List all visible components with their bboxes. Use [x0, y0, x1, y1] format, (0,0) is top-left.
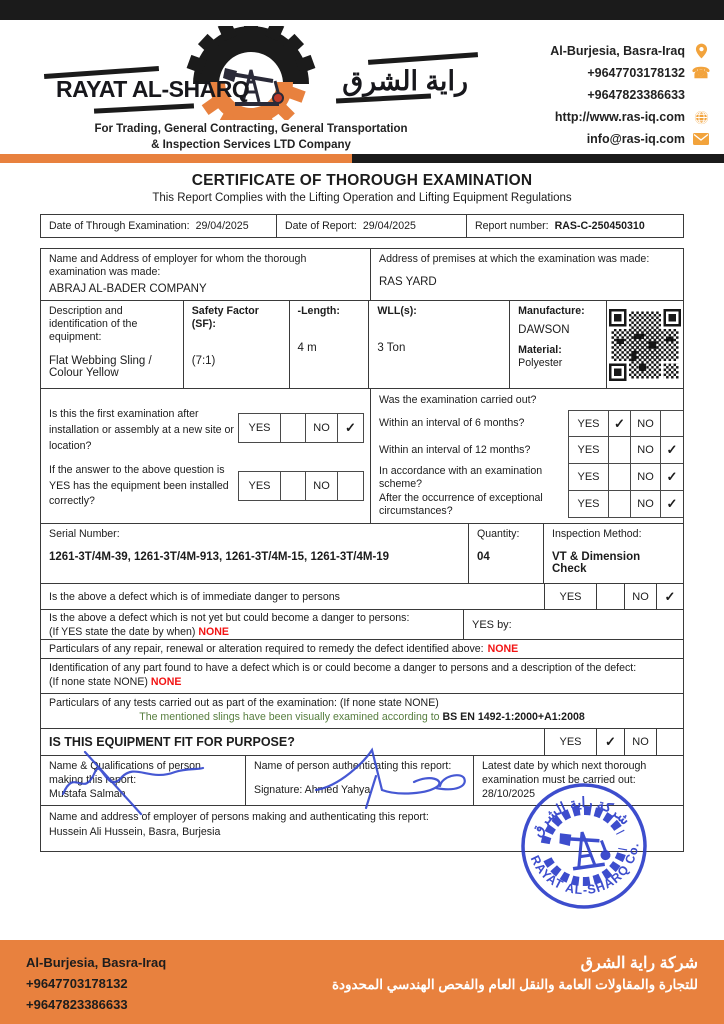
report-date-cell [276, 215, 466, 237]
manufacture-label: Manufacture: [518, 305, 585, 317]
no-label: NO [631, 464, 661, 490]
immediate-danger-row [41, 584, 683, 610]
question-yesno [568, 437, 683, 464]
equipment-description-value: Flat Webbing Sling / Colour Yellow [49, 354, 152, 379]
serial-number-label: Serial Number: [49, 528, 120, 540]
stamp-latin-text: RAYAT AL-SHARQ Co. [527, 841, 642, 898]
employer-value: ABRAJ AL-BADER COMPANY [49, 283, 207, 296]
immediate-danger-yesno [544, 584, 683, 609]
contact-phone1: +9647703178132 [587, 66, 685, 80]
footer-arabic-company: شركة راية الشرق [580, 955, 698, 972]
yes-label: YES [239, 472, 281, 500]
authenticator-cell [246, 756, 474, 805]
becoming-danger-none: NONE [198, 625, 229, 638]
question-installed-correctly [49, 463, 364, 511]
becoming-danger-line1: Is the above a defect which is not yet but could become a danger to persons: [49, 612, 410, 624]
manufacture-cell [510, 301, 607, 388]
brand-name-arabic: راية الشرق [342, 66, 468, 96]
phone-icon: ☎ [691, 65, 711, 82]
exam-date-label: Date of Through Examination: [49, 220, 190, 232]
maker-cell [41, 756, 246, 805]
no-label: NO [631, 491, 661, 517]
yes-checkbox: ✓ [609, 411, 631, 436]
inspection-method-cell [544, 524, 683, 583]
location-pin-icon [692, 43, 710, 59]
authenticator-signature-icon [306, 746, 476, 810]
no-checkbox: ✓ [345, 420, 356, 435]
becoming-danger-prefix: (If YES state the date by when) [49, 625, 196, 638]
report-employer-label: Name and address of employer of persons making and authenticating this report: [49, 811, 429, 823]
exam-date-value: 29/04/2025 [195, 220, 249, 232]
contact-website: http://www.ras-iq.com [554, 110, 685, 124]
report-number-cell [466, 215, 683, 237]
report-date-label: Date of Report: [285, 220, 357, 232]
contact-email: info@ras-iq.com [586, 132, 685, 146]
no-checkbox: ✓ [666, 442, 678, 457]
premises-label: Address of premises at which the examination was made: [379, 253, 650, 265]
yes-checkbox [609, 491, 631, 517]
envelope-icon [692, 133, 710, 145]
company-logo [16, 26, 486, 154]
quantity-value: 04 [477, 551, 490, 564]
question-text: Within an interval of 6 months? [379, 417, 525, 430]
repair-none: NONE [487, 643, 519, 655]
footer-phone1: +9647703178132 [26, 975, 128, 991]
repair-text: Particulars of any repair, renewal or alteration required to remedy the defect identified above: [49, 643, 484, 655]
no-checkbox: ✓ [656, 584, 683, 609]
employer-label: Name and Address of employer for whom the thorough examination was made: [49, 253, 307, 279]
main-table [40, 248, 684, 852]
certificate-body [40, 214, 684, 852]
yes-label: YES [569, 437, 609, 463]
yes-label: YES [569, 491, 609, 517]
wll-cell [369, 301, 510, 388]
no-label: NO [631, 437, 661, 463]
contact-website-row [555, 106, 710, 128]
inspection-method-label: Inspection Method: [552, 528, 642, 540]
report-number-label: Report number: [475, 220, 549, 232]
divider-black-segment [352, 154, 724, 163]
qr-code [609, 309, 681, 381]
dates-row [40, 214, 684, 238]
tests-line2 [49, 711, 675, 725]
contact-phone1-row [587, 62, 710, 84]
length-cell [290, 301, 370, 388]
becoming-danger-line2 [49, 626, 455, 640]
equipment-description-cell [41, 301, 184, 388]
serial-row [41, 524, 683, 584]
yes-checkbox [609, 464, 631, 490]
serial-number-cell [41, 524, 469, 583]
no-checkbox [338, 472, 363, 500]
document-title: CERTIFICATE OF THOROUGH EXAMINATION [191, 172, 533, 189]
question-text: After the occurrence of exceptional circumstances? [379, 492, 543, 517]
contact-phone2: +9647823386633 [587, 88, 685, 102]
yes-checkbox [281, 414, 306, 442]
question-text: Within an interval of 12 months? [379, 444, 531, 457]
quantity-cell [469, 524, 544, 583]
identification-prefix: (If none state NONE) [49, 675, 148, 688]
identification-line1: Identification of any part found to have a defect which is or could become a danger to persons and a description of the defect: [49, 662, 637, 674]
question-installed-correctly-yesno [238, 471, 364, 501]
questions-left-cell [41, 389, 371, 523]
identification-cell [41, 659, 683, 693]
yes-checkbox [596, 584, 624, 609]
yes-checkbox [281, 472, 306, 500]
question-exceptional-circumstances [379, 491, 683, 518]
report-employer-value: Hussein Ali Hussein, Basra, Burjesia [49, 825, 221, 838]
document-subtitle: This Report Complies with the Lifting Operation and Lifting Equipment Regulations [152, 192, 572, 204]
footer [0, 940, 724, 1024]
no-label: NO [631, 411, 661, 436]
yes-by-cell: YES by: [472, 618, 512, 631]
employer-row [41, 249, 683, 301]
material-value: Polyester [518, 357, 563, 370]
footer-address: Al-Burjesia, Basra-Iraq [26, 955, 167, 970]
no-label: NO [624, 729, 656, 755]
maker-label: Name & Qualifications of person making this report: [49, 760, 201, 786]
company-tagline [16, 122, 486, 153]
manufacture-value: DAWSON [518, 324, 570, 337]
yes-label: YES [544, 729, 596, 755]
identification-row [41, 659, 683, 694]
question-interval-6-months [379, 410, 683, 437]
footer-arabic [332, 953, 698, 1024]
company-stamp [509, 771, 658, 920]
contact-phone2-row [587, 84, 710, 106]
employer-cell [41, 249, 371, 300]
serial-number-value: 1261-3T/4M-39, 1261-3T/4M-913, 1261-3T/4M-15, 1261-3T/4M-19 [49, 551, 390, 564]
material-label: Material: [518, 344, 562, 357]
footer-phone2: +9647823386633 [26, 996, 128, 1012]
tagline-line2: & Inspection Services LTD Company [151, 138, 351, 151]
header-divider [0, 154, 724, 163]
question-first-exam-text: Is this the first examination after installation or assembly at a new site or location? [49, 408, 234, 452]
question-examination-scheme [379, 464, 683, 491]
header-contact-block [550, 26, 710, 154]
question-interval-12-months [379, 437, 683, 464]
becoming-danger-row [41, 610, 683, 640]
examination-carried-out-header: Was the examination carried out? [379, 394, 537, 406]
length-label: -Length: [297, 305, 340, 317]
header [0, 20, 724, 154]
fit-for-purpose-text: IS THIS EQUIPMENT FIT FOR PURPOSE? [49, 735, 295, 749]
fit-for-purpose-row [41, 729, 683, 756]
next-exam-label: Latest date by which next thorough examination must be carried out: [482, 760, 647, 786]
yes-label: YES [569, 464, 609, 490]
identification-none: NONE [150, 675, 182, 688]
maker-name: Mustafa Salman [49, 787, 126, 800]
question-first-exam [49, 407, 364, 455]
yes-label: YES [239, 414, 281, 442]
questions-right-cell [371, 389, 683, 523]
brand-name-latin: RAYAT AL-SHARQ [56, 76, 250, 102]
qr-cell [607, 301, 683, 388]
yes-checkbox [609, 437, 631, 463]
question-yesno [568, 464, 683, 491]
contact-address: Al-Burjesia, Basra-Iraq [550, 44, 685, 58]
stamp-arabic-text: شركة راية الشرق [528, 793, 634, 840]
contact-address-row [550, 40, 710, 62]
equipment-description-label: Description and identification of the equipment: [49, 305, 138, 344]
safety-factor-value: (7:1) [191, 355, 216, 368]
premises-cell [371, 249, 683, 300]
exam-date-cell [41, 215, 276, 237]
authenticator-signature-line: Signature: Ahmed Yahya [254, 783, 371, 796]
divider-orange-segment [0, 154, 352, 163]
tests-cell [41, 694, 683, 728]
question-yesno [568, 491, 683, 518]
no-checkbox [661, 411, 683, 436]
no-checkbox [656, 729, 683, 755]
safety-factor-cell [184, 301, 290, 388]
no-label: NO [624, 584, 656, 609]
report-number-value: RAS-C-250450310 [554, 220, 645, 232]
next-exam-value: 28/10/2025 [482, 787, 536, 800]
title-area [0, 172, 724, 204]
question-installed-correctly-text: If the answer to the above question is YES has the equipment been installed correctly? [49, 463, 229, 508]
immediate-danger-text: Is the above a defect which is of immediate danger to persons [49, 590, 340, 603]
no-checkbox: ✓ [666, 496, 678, 511]
question-first-exam-yesno [238, 413, 364, 443]
no-label: NO [306, 414, 338, 442]
footer-contact [26, 953, 166, 1024]
authenticator-label: Name of person authenticating this report: [254, 760, 452, 772]
question-yesno [568, 410, 683, 437]
repair-row [41, 640, 683, 659]
contact-email-row [587, 128, 710, 150]
question-text: In accordance with an examination scheme? [379, 465, 543, 490]
equipment-row [41, 301, 683, 389]
yes-label: YES [544, 584, 596, 609]
length-value: 4 m [297, 342, 317, 355]
quantity-label: Quantity: [477, 528, 520, 540]
wll-label: WLL(s): [377, 305, 417, 317]
identification-line2 [49, 676, 675, 690]
premises-value: RAS YARD [379, 276, 437, 289]
questions-row [41, 389, 683, 524]
tests-note-green: The mentioned slings have been visually examined according to [139, 710, 443, 723]
safety-factor-label: Safety Factor (SF): [191, 305, 259, 331]
inspection-method-value: VT & Dimension Check [552, 551, 641, 576]
top-black-bar [0, 0, 724, 20]
no-label: NO [306, 472, 338, 500]
yes-checkbox: ✓ [596, 729, 624, 755]
wll-value: 3 Ton [377, 342, 406, 355]
becoming-danger-cell [41, 610, 464, 639]
globe-icon [692, 110, 710, 125]
tests-standard: BS EN 1492-1:2000+A1:2008 [442, 710, 585, 723]
tests-row [41, 694, 683, 729]
no-checkbox: ✓ [666, 469, 678, 484]
tagline-line1: For Trading, General Contracting, General Transportation [94, 123, 408, 135]
repair-cell [41, 640, 683, 658]
yes-label: YES [569, 411, 609, 436]
tests-line1: Particulars of any tests carried out as part of the examination: (If none state NONE) [49, 697, 439, 709]
report-date-value: 29/04/2025 [362, 220, 416, 232]
footer-arabic-description: للتجارة والمقاولات العامة والنقل العام والفحص الهندسي المحدودة [331, 977, 698, 992]
fit-for-purpose-yesno [544, 729, 683, 755]
